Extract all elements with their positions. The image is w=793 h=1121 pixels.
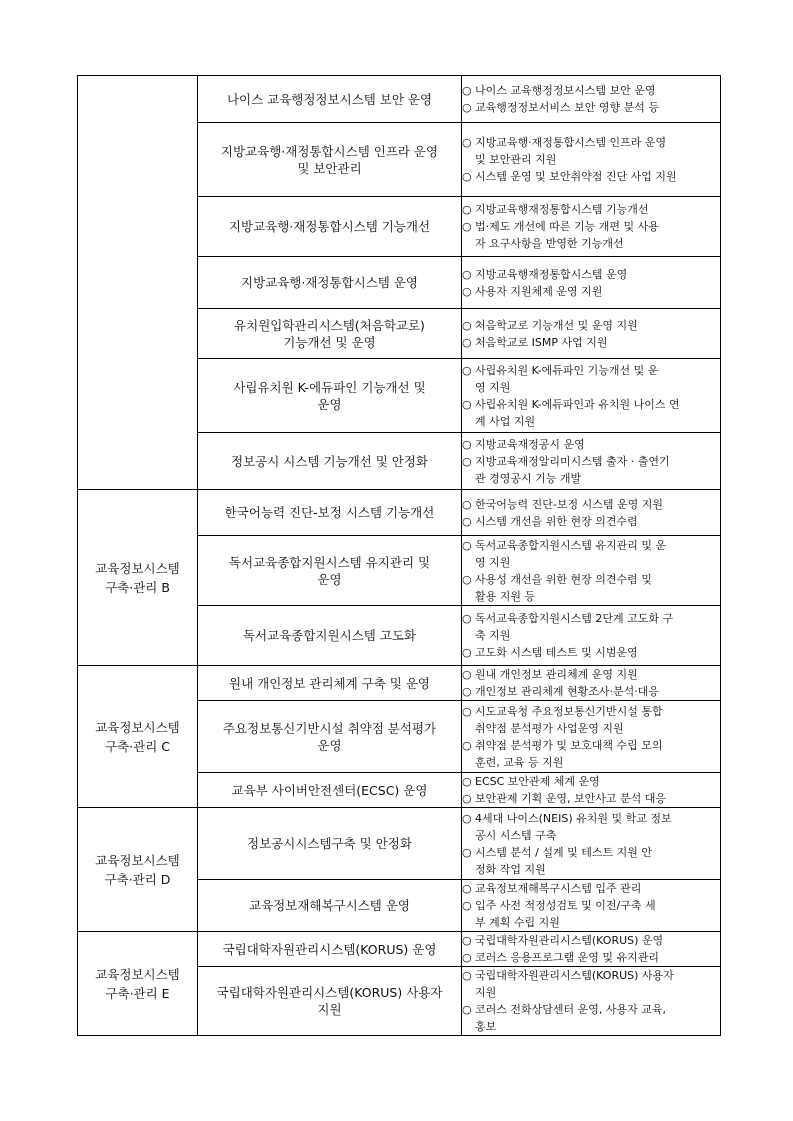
text-line: 훈련, 교육 등 지원 xyxy=(475,755,564,769)
task-cell xyxy=(198,967,462,1036)
text-line: 구축·관리 E xyxy=(105,985,170,1001)
text-line: 홍보 xyxy=(475,1020,497,1033)
detail-bullet xyxy=(462,932,720,949)
detail-text xyxy=(475,967,720,1001)
category-cell xyxy=(78,490,198,666)
detail-text xyxy=(475,99,720,116)
text-line: 교육정보시스템 xyxy=(95,719,180,735)
detail-cell xyxy=(462,808,721,880)
text-line: 사립유치원 K-에듀파인과 유치원 나이스 연 xyxy=(475,397,680,411)
detail-cell xyxy=(462,773,721,808)
detail-bullet xyxy=(462,436,720,453)
detail-cell xyxy=(462,257,721,309)
text-line: 유치원입학관리시스템(처음학교로) xyxy=(234,317,425,333)
detail-bullet xyxy=(462,362,720,396)
task-cell xyxy=(198,257,462,309)
text-line: 교육행정정보서비스 보안 영향 분석 등 xyxy=(475,101,660,114)
detail-bullet xyxy=(462,737,720,771)
text-line: 사용성 개선을 위한 현장 의견수렴 및 xyxy=(475,572,652,586)
circle-bullet-icon: ○ xyxy=(462,454,472,468)
detail-bullet xyxy=(462,266,720,283)
text-line: 사용자 지원체제 운영 지원 xyxy=(475,284,603,298)
detail-bullet xyxy=(462,844,720,878)
detail-cell xyxy=(462,880,721,932)
text-line: 국립대학자원관리시스템(KORUS) 사용자 xyxy=(216,985,443,1000)
detail-cell xyxy=(462,967,721,1036)
text-line: 교육부 사이버안전센터(ECSC) 운영 xyxy=(231,782,428,798)
text-line: 공시 시스템 구축 xyxy=(475,828,557,842)
detail-cell xyxy=(462,76,721,123)
text-line: 4세대 나이스(NEIS) 유치원 및 학교 정보 xyxy=(475,811,672,825)
detail-bullet xyxy=(462,317,720,334)
text-line: 원내 개인정보 관리체계 구축 및 운영 xyxy=(229,675,430,691)
detail-cell xyxy=(462,433,721,490)
circle-bullet-icon: ○ xyxy=(462,969,472,982)
detail-bullet xyxy=(462,897,720,931)
detail-cell xyxy=(462,359,721,433)
text-line: 국립대학자원관리시스템(KORUS) 사용자 xyxy=(475,969,674,982)
text-line: 지방교육행재정통합시스템 운영 xyxy=(475,267,628,281)
detail-text xyxy=(475,897,720,931)
detail-bullet xyxy=(462,134,720,168)
text-line: 취약점 분석평가 사업운영 지원 xyxy=(475,721,624,735)
text-line: 독서교육종합지원시스템 2단계 고도화 구 xyxy=(475,612,674,625)
detail-cell xyxy=(462,309,721,359)
text-line: 및 보안관리 xyxy=(297,160,362,176)
task-table-body xyxy=(78,76,721,1036)
detail-bullet xyxy=(462,571,720,605)
detail-text xyxy=(475,283,720,300)
detail-bullet xyxy=(462,967,720,1001)
detail-bullet xyxy=(462,537,720,571)
text-line: ECSC 보안관제 체계 운영 xyxy=(475,775,600,788)
text-line: 독서교육종합지원시스템 고도화 xyxy=(242,628,417,643)
circle-bullet-icon: ○ xyxy=(462,899,472,912)
detail-bullet xyxy=(462,790,720,807)
text-line: 독서교육종합지원시스템 유지관리 및 운 xyxy=(475,538,667,552)
text-line: 교육정보재해복구시스템 운영 xyxy=(249,898,410,913)
text-line: 시도교육청 주요정보통신기반시설 통합 xyxy=(475,704,663,718)
text-line: 시스템 운영 및 보안취약점 진단 사업 지원 xyxy=(475,170,677,183)
detail-text xyxy=(475,396,720,430)
text-line: 지방교육행·재정통합시스템 기능개선 xyxy=(228,219,431,234)
detail-text xyxy=(475,773,720,790)
text-line: 교육정보시스템 xyxy=(95,852,180,868)
text-line: 및 보안관리 지원 xyxy=(475,153,557,166)
text-line: 지방교육행·재정통합시스템 운영 xyxy=(241,275,418,290)
circle-bullet-icon: ○ xyxy=(462,203,472,216)
detail-cell xyxy=(462,606,721,666)
text-line: 구축·관리 C xyxy=(105,738,170,754)
text-line: 정화 작업 지원 xyxy=(475,862,546,876)
text-line: 지방교육재정공시 운영 xyxy=(475,437,585,451)
detail-bullet xyxy=(462,99,720,116)
detail-text xyxy=(475,334,720,351)
task-cell xyxy=(198,536,462,606)
circle-bullet-icon: ○ xyxy=(462,397,472,411)
detail-bullet xyxy=(462,949,720,966)
detail-bullet xyxy=(462,1001,720,1035)
text-line: 운영 xyxy=(317,571,342,587)
text-line: 정보공시 시스템 기능개선 및 안정화 xyxy=(230,453,429,469)
text-line: 영 지원 xyxy=(475,380,511,394)
detail-text xyxy=(475,610,720,644)
detail-bullet xyxy=(462,773,720,790)
circle-bullet-icon: ○ xyxy=(462,170,472,183)
text-line: 기능개선 및 운영 xyxy=(283,334,376,350)
detail-bullet xyxy=(462,453,720,487)
text-line: 정보공시시스템구축 및 안정화 xyxy=(247,836,412,851)
category-cell xyxy=(78,666,198,808)
circle-bullet-icon: ○ xyxy=(462,538,472,552)
task-cell xyxy=(198,490,462,536)
text-line: 한국어능력 진단-보정 시스템 운영 지원 xyxy=(475,497,663,511)
circle-bullet-icon: ○ xyxy=(462,738,472,752)
detail-text xyxy=(475,496,720,513)
detail-text xyxy=(475,737,720,771)
detail-bullet xyxy=(462,201,720,218)
task-cell xyxy=(198,359,462,433)
table-row xyxy=(78,76,721,123)
text-line: 국립대학자원관리시스템(KORUS) 운영 xyxy=(475,934,664,947)
table-row xyxy=(78,666,721,701)
text-line: 활용 지원 등 xyxy=(475,589,536,603)
circle-bullet-icon: ○ xyxy=(462,572,472,586)
circle-bullet-icon: ○ xyxy=(462,845,472,859)
text-line: 교육정보시스템 xyxy=(95,560,180,576)
text-line: 국립대학자원관리시스템(KORUS) 운영 xyxy=(222,941,437,957)
detail-bullet xyxy=(462,666,720,683)
detail-cell xyxy=(462,701,721,773)
text-line: 보안관제 기획 운영, 보안사고 분석 대응 xyxy=(475,792,666,805)
detail-cell xyxy=(462,536,721,606)
text-line: 지방교육행·재정통합시스템 인프라 운영 xyxy=(475,136,667,149)
task-cell xyxy=(198,701,462,773)
detail-text xyxy=(475,436,720,453)
circle-bullet-icon: ○ xyxy=(462,84,472,97)
circle-bullet-icon: ○ xyxy=(462,1003,472,1016)
circle-bullet-icon: ○ xyxy=(462,775,472,788)
detail-text xyxy=(475,571,720,605)
circle-bullet-icon: ○ xyxy=(462,934,472,947)
detail-text xyxy=(475,82,720,99)
detail-bullet xyxy=(462,396,720,430)
text-line: 축 지원 xyxy=(475,629,511,642)
circle-bullet-icon: ○ xyxy=(462,668,472,681)
text-line: 지방교육행·재정통합시스템 인프라 운영 xyxy=(220,143,439,159)
detail-text xyxy=(475,1001,720,1035)
task-cell xyxy=(198,808,462,880)
text-line: 취약점 분석평가 및 보호대책 수립 모의 xyxy=(475,738,663,752)
detail-bullet xyxy=(462,810,720,844)
circle-bullet-icon: ○ xyxy=(462,685,472,698)
circle-bullet-icon: ○ xyxy=(462,792,472,805)
text-line: 사립유치원 K-에듀파인 기능개선 및 운 xyxy=(475,363,659,377)
text-line: 나이스 교육행정정보시스템 보안 운영 xyxy=(226,91,433,107)
circle-bullet-icon: ○ xyxy=(462,284,472,298)
detail-bullet xyxy=(462,283,720,300)
detail-text xyxy=(475,513,720,530)
text-line: 자 요구사항을 반영한 기능개선 xyxy=(475,237,624,250)
task-cell xyxy=(198,123,462,197)
text-line: 운영 xyxy=(317,396,342,412)
detail-cell xyxy=(462,666,721,701)
task-cell xyxy=(198,433,462,490)
detail-bullet xyxy=(462,683,720,700)
task-table xyxy=(77,75,721,1036)
detail-text xyxy=(475,317,720,334)
text-line: 한국어능력 진단-보정 시스템 기능개선 xyxy=(224,505,435,520)
task-cell xyxy=(198,76,462,123)
text-line: 코러스 전화상담센터 운영, 사용자 교육, xyxy=(475,1003,666,1016)
text-line: 지방교육재정알리미시스템 출자 · 출연기 xyxy=(475,454,670,468)
detail-text xyxy=(475,168,720,185)
detail-text xyxy=(475,362,720,396)
category-cell xyxy=(78,932,198,1036)
text-line: 관 경영공시 기능 개발 xyxy=(475,471,582,485)
detail-text xyxy=(475,266,720,283)
category-cell xyxy=(78,76,198,490)
detail-text xyxy=(475,932,720,949)
circle-bullet-icon: ○ xyxy=(462,882,472,895)
circle-bullet-icon: ○ xyxy=(462,101,472,114)
detail-text xyxy=(475,201,720,218)
category-cell xyxy=(78,808,198,932)
text-line: 부 계획 수립 지원 xyxy=(475,916,560,929)
task-cell xyxy=(198,932,462,967)
detail-cell xyxy=(462,932,721,967)
detail-text xyxy=(475,218,720,252)
detail-bullet xyxy=(462,703,720,737)
circle-bullet-icon: ○ xyxy=(462,363,472,377)
detail-bullet xyxy=(462,513,720,530)
detail-bullet xyxy=(462,610,720,644)
text-line: 고도화 시스템 테스트 및 시범운영 xyxy=(475,646,638,659)
circle-bullet-icon: ○ xyxy=(462,497,472,511)
detail-text xyxy=(475,810,720,844)
text-line: 처음학교로 ISMP 사업 지원 xyxy=(475,335,608,349)
detail-bullet xyxy=(462,880,720,897)
text-line: 지방교육행재정통합시스템 기능개선 xyxy=(475,203,649,216)
circle-bullet-icon: ○ xyxy=(462,811,472,825)
text-line: 법·제도 개선에 따른 기능 개편 및 사용 xyxy=(475,220,659,233)
detail-bullet xyxy=(462,168,720,185)
detail-bullet xyxy=(462,496,720,513)
detail-text xyxy=(475,703,720,737)
text-line: 지원 xyxy=(475,986,497,999)
circle-bullet-icon: ○ xyxy=(462,318,472,332)
detail-text xyxy=(475,844,720,878)
circle-bullet-icon: ○ xyxy=(462,335,472,349)
text-line: 나이스 교육행정정보시스템 보안 운영 xyxy=(475,84,656,97)
detail-text xyxy=(475,880,720,897)
text-line: 구축·관리 D xyxy=(104,871,171,887)
text-line: 교육정보재해복구시스템 입주 관리 xyxy=(475,882,642,895)
text-line: 사립유치원 K-에듀파인 기능개선 및 xyxy=(233,379,426,395)
detail-text xyxy=(475,949,720,966)
text-line: 계 사업 지원 xyxy=(475,414,536,428)
text-line: 시스템 분석 / 설계 및 테스트 지원 안 xyxy=(475,845,652,859)
circle-bullet-icon: ○ xyxy=(462,646,472,659)
text-line: 운영 xyxy=(317,737,342,753)
table-row xyxy=(78,932,721,967)
text-line: 독서교육종합지원시스템 유지관리 및 xyxy=(228,554,431,570)
text-line: 주요정보통신기반시설 취약점 분석평가 xyxy=(222,720,437,736)
detail-text xyxy=(475,790,720,807)
detail-cell xyxy=(462,123,721,197)
text-line: 처음학교로 기능개선 및 운영 지원 xyxy=(475,318,638,332)
circle-bullet-icon: ○ xyxy=(462,220,472,233)
detail-text xyxy=(475,453,720,487)
task-cell xyxy=(198,606,462,666)
detail-text xyxy=(475,666,720,683)
circle-bullet-icon: ○ xyxy=(462,514,472,528)
detail-cell xyxy=(462,490,721,536)
text-line: 지원 xyxy=(317,1002,342,1017)
text-line: 개인정보 관리체계 현황조사·분석·대응 xyxy=(475,685,660,698)
circle-bullet-icon: ○ xyxy=(462,612,472,625)
text-line: 교육정보시스템 xyxy=(95,966,180,982)
text-line: 입주 사전 적정성검토 및 이전/구축 세 xyxy=(475,899,656,912)
circle-bullet-icon: ○ xyxy=(462,267,472,281)
detail-bullet xyxy=(462,82,720,99)
text-line: 코러스 응용프로그램 운영 및 유지관리 xyxy=(475,951,660,964)
circle-bullet-icon: ○ xyxy=(462,437,472,451)
detail-text xyxy=(475,644,720,661)
task-cell xyxy=(198,197,462,257)
detail-bullet xyxy=(462,218,720,252)
task-cell xyxy=(198,880,462,932)
detail-text xyxy=(475,134,720,168)
text-line: 구축·관리 B xyxy=(105,579,170,595)
task-cell xyxy=(198,666,462,701)
table-row xyxy=(78,808,721,880)
text-line: 원내 개인정보 관리체계 운영 지원 xyxy=(475,668,638,681)
detail-text xyxy=(475,537,720,571)
text-line: 시스템 개선을 위한 현장 의견수렴 xyxy=(475,514,638,528)
task-cell xyxy=(198,309,462,359)
circle-bullet-icon: ○ xyxy=(462,704,472,718)
text-line: 영 지원 xyxy=(475,555,511,569)
circle-bullet-icon: ○ xyxy=(462,951,472,964)
task-cell xyxy=(198,773,462,808)
detail-text xyxy=(475,683,720,700)
table-row xyxy=(78,490,721,536)
detail-bullet xyxy=(462,334,720,351)
circle-bullet-icon: ○ xyxy=(462,136,472,149)
detail-bullet xyxy=(462,644,720,661)
detail-cell xyxy=(462,197,721,257)
